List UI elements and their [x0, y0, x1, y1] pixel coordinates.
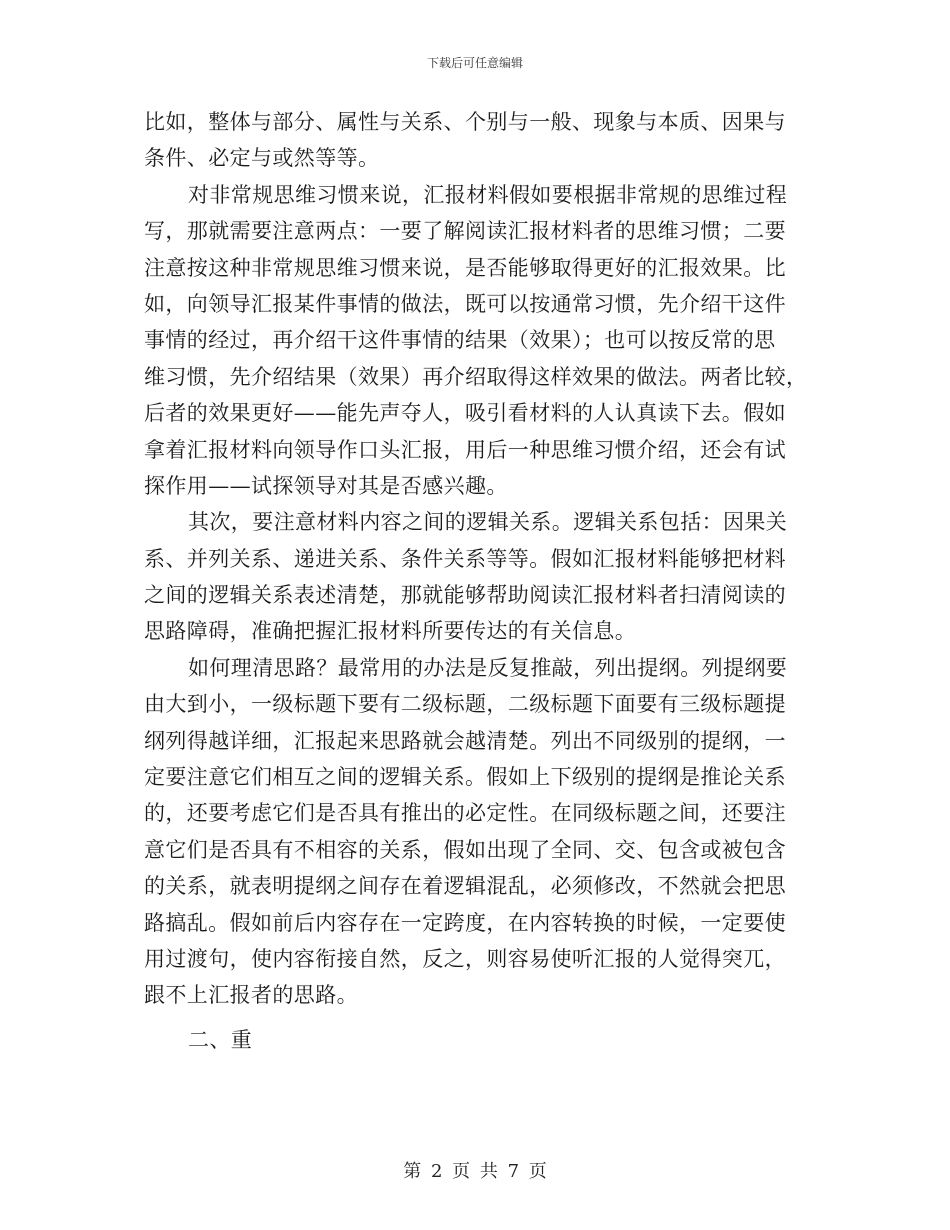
text-line: 的关系，就表明提纲之间存在着逻辑混乱，必须修改，不然就会把思 — [144, 874, 786, 899]
text-line: 如，向领导汇报某件事情的做法，既可以按通常习惯，先介绍干这件 — [144, 291, 786, 316]
text-line: 的，还要考虑它们是否具有推出的必定性。在同级标题之间，还要注 — [144, 801, 786, 826]
text-line: 之间的逻辑关系表述清楚，那就能够帮助阅读汇报材料者扫清阅读的 — [144, 583, 786, 608]
section-heading: 二、重 — [188, 1027, 253, 1052]
text-line: 定要注意它们相互之间的逻辑关系。假如上下级别的提纲是推论关系 — [144, 765, 786, 790]
text-line: 后者的效果更好——能先声夺人，吸引看材料的人认真读下去。假如 — [144, 401, 786, 426]
text-line: 事情的经过，再介绍干这件事情的结果（效果）；也可以按反常的思 — [144, 328, 776, 353]
text-line: 纲列得越详细，汇报起来思路就会越清楚。列出不同级别的提纲，一 — [144, 728, 786, 753]
text-line: 对非常规思维习惯来说，汇报材料假如要根据非常规的思维过程 — [188, 182, 788, 207]
text-line: 探作用——试探领导对其是否感兴趣。 — [144, 473, 508, 498]
text-line: 其次，要注意材料内容之间的逻辑关系。逻辑关系包括：因果关 — [188, 510, 788, 535]
text-line: 思路障碍，准确把握汇报材料所要传达的有关信息。 — [144, 619, 637, 644]
text-line: 用过渡句，使内容衔接自然，反之，则容易使听汇报的人觉得突兀， — [144, 946, 786, 971]
text-line: 拿着汇报材料向领导作口头汇报，用后一种思维习惯介绍，还会有试 — [144, 437, 786, 462]
page-number: 第 2 页 共 7 页 — [403, 1161, 547, 1182]
text-line: 路搞乱。假如前后内容存在一定跨度，在内容转换的时候，一定要使 — [144, 910, 786, 935]
text-line: 注意按这种非常规思维习惯来说，是否能够取得更好的汇报效果。比 — [144, 255, 786, 280]
text-line: 条件、必定与或然等等。 — [144, 146, 380, 171]
text-line: 维习惯，先介绍结果（效果）再介绍取得这样效果的做法。两者比较， — [144, 364, 808, 389]
page-header: 下载后可任意编辑 — [426, 56, 523, 70]
text-line: 意它们是否具有不相容的关系，假如出现了全同、交、包含或被包含 — [144, 837, 786, 862]
text-line: 跟不上汇报者的思路。 — [144, 983, 358, 1008]
text-line: 如何理清思路？最常用的办法是反复推敲，列出提纲。列提纲要 — [188, 655, 788, 680]
document-body — [144, 104, 808, 1058]
text-line: 写，那就需要注意两点：一要了解阅读汇报材料者的思维习惯；二要 — [144, 219, 786, 244]
text-line: 系、并列关系、递进关系、条件关系等等。假如汇报材料能够把材料 — [144, 546, 786, 571]
text-line: 由大到小，一级标题下要有二级标题，二级标题下面要有三级标题提 — [144, 692, 786, 717]
text-line: 比如，整体与部分、属性与关系、个别与一般、现象与本质、因果与 — [144, 110, 786, 134]
